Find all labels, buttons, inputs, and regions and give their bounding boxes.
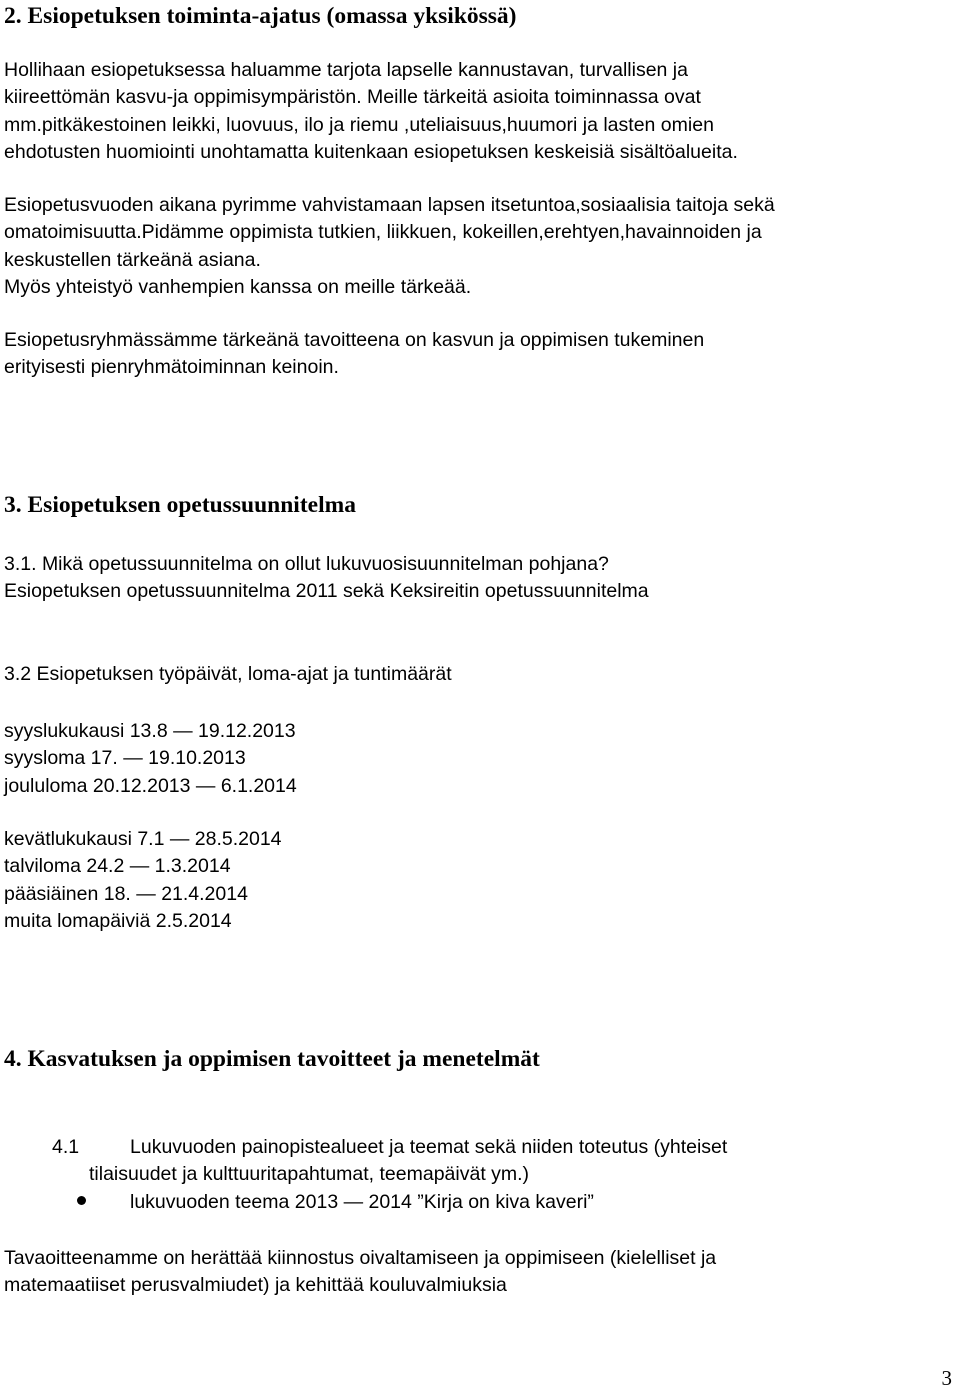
schedule-line: pääsiäinen 18. — 21.4.2014 xyxy=(4,882,248,905)
section-2-paragraph-3 xyxy=(4,327,704,382)
section-4-paragraph xyxy=(4,1245,716,1300)
item-4-1-number: 4.1 xyxy=(52,1136,80,1158)
text-line: keskustellen tärkeänä asiana. xyxy=(4,248,261,271)
text-line: ehdotusten huomiointi unohtamatta kuitenkaan esiopetuksen keskeisiä sisältöalueita. xyxy=(4,140,738,163)
text-line: 3.1. Mikä opetussuunnitelma on ollut lukuvuosisuunnitelman pohjana? xyxy=(4,553,609,575)
text-line: Esiopetusvuoden aikana pyrimme vahvistamaan lapsen itsetuntoa,sosiaalisia taitoja sekä xyxy=(4,194,775,216)
schedule-line: syysloma 17. — 19.10.2013 xyxy=(4,747,246,770)
schedule-line: muita lomapäiviä 2.5.2014 xyxy=(4,909,232,932)
text-line: Esiopetusryhmässämme tärkeänä tavoitteena on kasvun ja oppimisen tukeminen xyxy=(4,329,705,351)
theme-bullet-text: lukuvuoden teema 2013 — 2014 ”Kirja on kiva kaveri” xyxy=(130,1191,594,1213)
text-line: Esiopetuksen opetussuunnitelma 2011 sekä Keksireitin opetussuunnitelma xyxy=(4,580,649,603)
spring-schedule xyxy=(4,826,282,935)
schedule-line: kevätlukukausi 7.1 — 28.5.2014 xyxy=(4,828,282,850)
section-2-paragraph-2 xyxy=(4,192,775,301)
section-2-paragraph-1 xyxy=(4,57,738,166)
text-line: Hollihaan esiopetuksessa haluamme tarjota lapselle kannustavan, turvallisen ja xyxy=(4,59,688,81)
schedule-line: syyslukukausi 13.8 — 19.12.2013 xyxy=(4,720,296,742)
bullet-icon xyxy=(77,1196,86,1205)
item-4-1-title: Lukuvuoden painopistealueet ja teemat sekä niiden toteutus (yhteiset xyxy=(130,1136,728,1158)
autumn-schedule xyxy=(4,718,297,800)
schedule-line: talviloma 24.2 — 1.3.2014 xyxy=(4,855,231,878)
text-line: mm.pitkäkestoinen leikki, luovuus, ilo ja riemu ,uteliaisuus,huumori ja lasten omien xyxy=(4,113,714,136)
text-line: kiireettömän kasvu-ja oppimisympäristön. Meille tärkeitä asioita toiminnassa ovat xyxy=(4,86,701,109)
question-3-2-title: 3.2 Esiopetuksen työpäivät, loma-ajat ja tuntimäärät xyxy=(4,663,452,685)
section-2-heading: 2. Esiopetuksen toiminta-ajatus (omassa yksikössä) xyxy=(4,3,517,29)
schedule-line: joululoma 20.12.2013 — 6.1.2014 xyxy=(4,774,297,797)
item-4-1-title-cont: tilaisuudet ja kulttuuritapahtumat, teemapäivät ym.) xyxy=(89,1163,530,1185)
section-3-heading: 3. Esiopetuksen opetussuunnitelma xyxy=(4,492,356,518)
page-number: 3 xyxy=(941,1366,952,1390)
text-line: omatoimisuutta.Pidämme oppimista tutkien, liikkuen, kokeillen,erehtyen,havainnoiden ja xyxy=(4,221,762,244)
section-4-heading: 4. Kasvatuksen ja oppimisen tavoitteet ja menetelmät xyxy=(4,1046,540,1072)
text-line: erityisesti pienryhmätoiminnan keinoin. xyxy=(4,356,339,379)
text-line: matemaatiiset perusvalmiudet) ja kehittää kouluvalmiuksia xyxy=(4,1274,507,1297)
text-line: Myös yhteistyö vanhempien kanssa on meille tärkeää. xyxy=(4,275,472,298)
question-3-1 xyxy=(4,551,649,606)
text-line: Tavaoitteenamme on herättää kiinnostus oivaltamiseen ja oppimiseen (kielelliset ja xyxy=(4,1247,717,1269)
